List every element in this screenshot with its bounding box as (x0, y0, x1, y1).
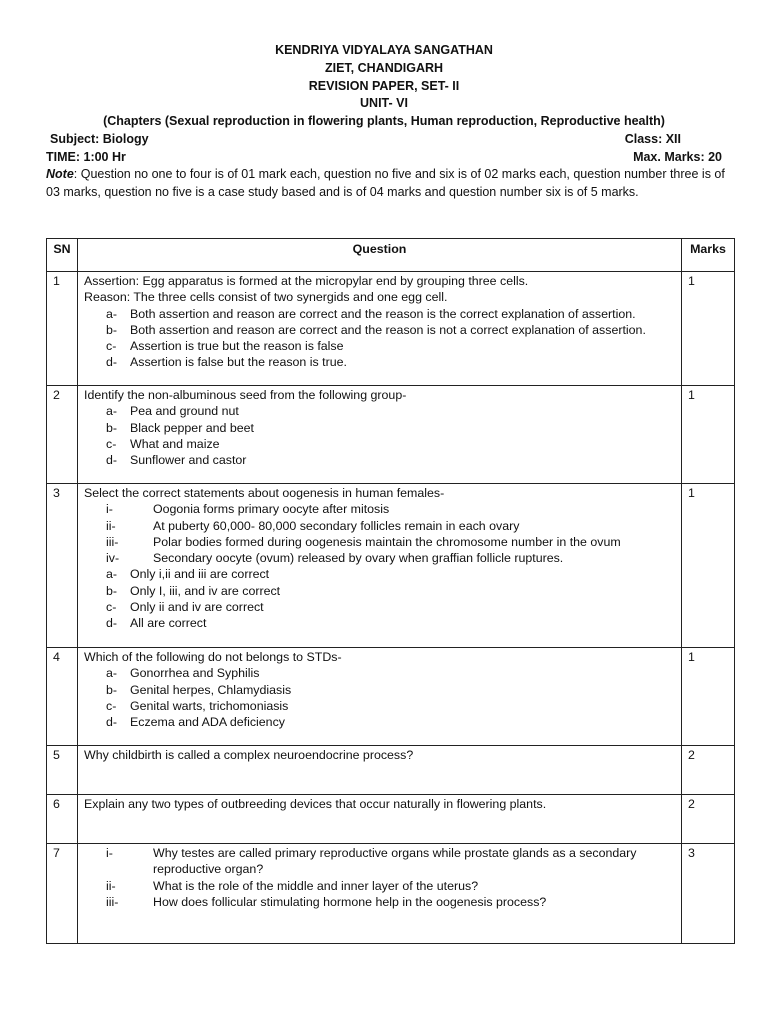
option-a: a- Pea and ground nut (106, 404, 239, 419)
option-b: b- Genital herpes, Chlamydiasis (106, 682, 292, 697)
question-marks: 1 (682, 386, 735, 484)
question-number: 2 (47, 386, 78, 484)
note-paragraph (46, 166, 726, 201)
question-row-7 (47, 844, 735, 944)
question-number: 6 (47, 795, 78, 844)
question-row-1 (47, 272, 735, 386)
col-header-sn: SN (47, 239, 78, 272)
question-stem: Explain any two types of outbreeding devices that occur naturally in flowering plants. (84, 797, 547, 811)
question-content (78, 484, 682, 648)
question-marks: 2 (682, 746, 735, 795)
question-number: 4 (47, 648, 78, 746)
question-marks: 1 (682, 484, 735, 648)
col-header-question: Question (78, 239, 682, 272)
question-row-5 (47, 746, 735, 795)
question-content (78, 386, 682, 484)
question-stem: Which of the following do not belongs to STDs- (84, 650, 342, 664)
option-a: a- Both assertion and reason are correct and the reason is the correct explanation of assertion. (106, 306, 636, 321)
question-row-3 (47, 484, 735, 648)
institute-name: ZIET, CHANDIGARH (324, 61, 444, 75)
option-d: d- Assertion is false but the reason is true. (106, 355, 347, 370)
question-content (78, 648, 682, 746)
question-content (78, 795, 682, 844)
question-stem: Select the correct statements about oogenesis in human females- (84, 486, 445, 500)
option-c: c- What and maize (106, 436, 220, 451)
question-number: 7 (47, 844, 78, 944)
reason-text: Reason: The three cells consist of two synergids and one egg cell. (84, 290, 448, 305)
question-row-6 (47, 795, 735, 844)
option-b: b- Black pepper and beet (106, 420, 254, 435)
statement-ii: ii- At puberty 60,000- 80,000 secondary follicles remain in each ovary (106, 518, 520, 533)
statement-iii: iii- How does follicular stimulating hormone help in the oogenesis process? (106, 894, 547, 909)
option-d: d- All are correct (106, 616, 207, 631)
chapters-line: (Chapters (Sexual reproduction in flowering plants, Human reproduction, Reproductive health) (103, 114, 665, 128)
note-text: : Question no one to four is of 01 mark each, question no five and six is of 02 marks each, question number three is of 03 marks, question no five is a case study based and is of 04 marks and question number six is of 5 marks. (46, 167, 725, 199)
option-a: a- Only i,ii and iii are correct (106, 567, 270, 582)
question-stem: Why childbirth is called a complex neuroendocrine process? (84, 748, 414, 762)
table-header-row (47, 239, 735, 272)
question-marks: 2 (682, 795, 735, 844)
question-stem: Identify the non-albuminous seed from the following group- (84, 388, 407, 402)
subject-label: Subject: Biology (50, 132, 149, 146)
question-number: 3 (47, 484, 78, 648)
statement-iv: iv- Secondary oocyte (ovum) released by ovary when graffian follicle ruptures. (106, 551, 564, 566)
col-header-marks: Marks (682, 239, 735, 272)
question-row-2 (47, 386, 735, 484)
question-number: 1 (47, 272, 78, 386)
option-c: c- Only ii and iv are correct (106, 600, 264, 615)
questions-table (46, 238, 735, 944)
statement-i: i- Why testes are called primary reproductive organs while prostate glands as a secondary reproductive organ? (106, 846, 637, 877)
option-c: c- Genital warts, trichomoniasis (106, 698, 289, 713)
unit-title: UNIT- VI (360, 96, 408, 110)
option-c: c- Assertion is true but the reason is false (106, 339, 344, 354)
option-d: d- Sunflower and castor (106, 453, 247, 468)
option-a: a- Gonorrhea and Syphilis (106, 666, 260, 681)
question-marks: 1 (682, 648, 735, 746)
time-label: TIME: 1:00 Hr (46, 150, 126, 164)
paper-title: REVISION PAPER, SET- II (308, 79, 460, 93)
statement-i: i- Oogonia forms primary oocyte after mitosis (106, 502, 390, 517)
school-name: KENDRIYA VIDYALAYA SANGATHAN (275, 43, 493, 57)
question-number: 5 (47, 746, 78, 795)
statement-ii: ii- What is the role of the middle and inner layer of the uterus? (106, 878, 479, 893)
class-label: Class: XII (624, 132, 681, 146)
statement-iii: iii- Polar bodies formed during oogenesis maintain the chromosome number in the ovum (106, 534, 621, 549)
assertion-text: Assertion: Egg apparatus is formed at the micropylar end by grouping three cells. (84, 274, 529, 288)
option-b: b- Both assertion and reason are correct and the reason is not a correct explanation of assertion. (106, 322, 646, 337)
max-marks-label: Max. Marks: 20 (633, 150, 722, 164)
option-d: d- Eczema and ADA deficiency (106, 715, 285, 730)
question-content (78, 844, 682, 944)
question-content (78, 272, 682, 386)
note-label: Note (46, 167, 74, 181)
question-marks: 3 (682, 844, 735, 944)
option-b: b- Only I, iii, and iv are correct (106, 583, 281, 598)
question-content (78, 746, 682, 795)
question-marks: 1 (682, 272, 735, 386)
question-row-4 (47, 648, 735, 746)
